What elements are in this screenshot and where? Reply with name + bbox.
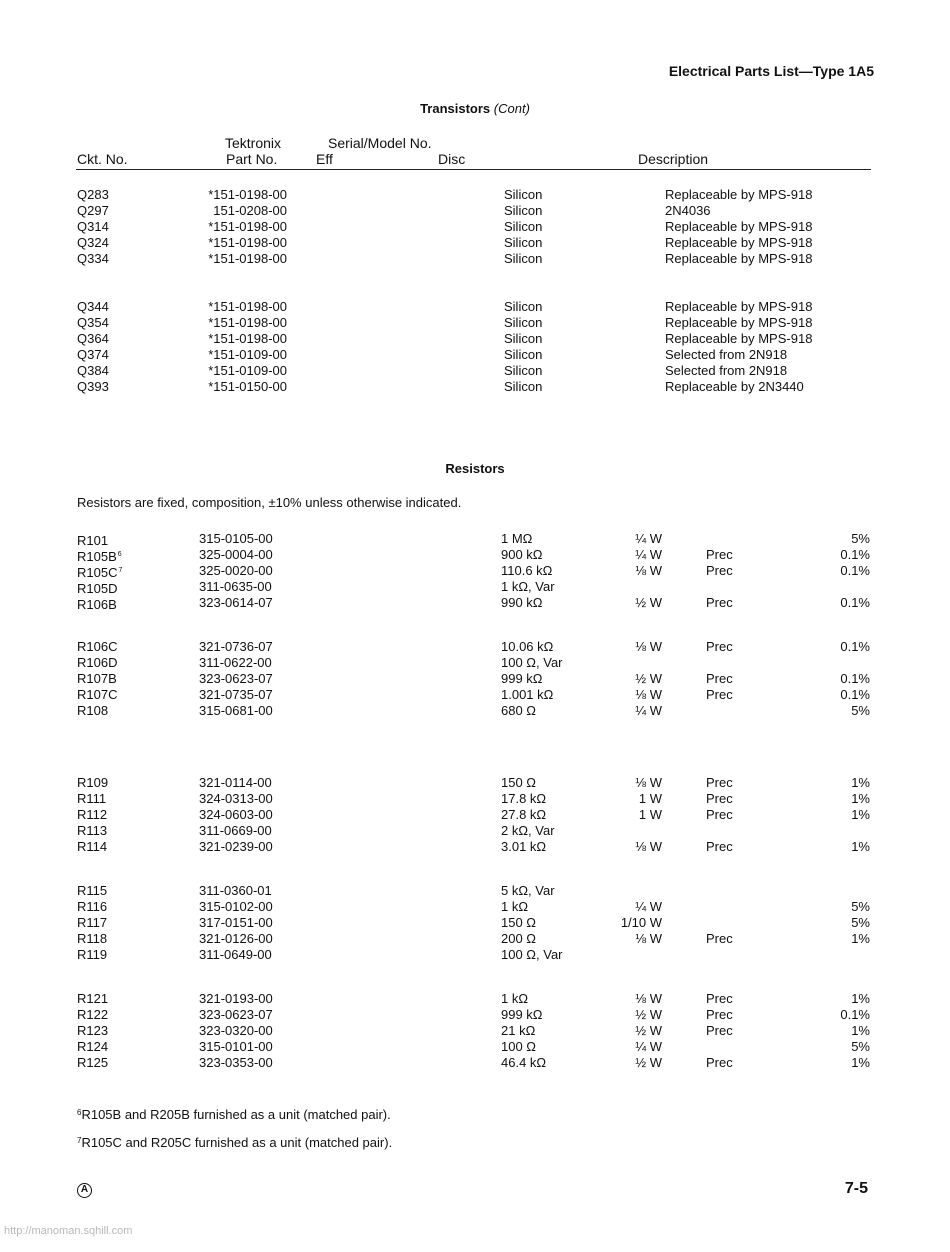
- part-no: *151-0198-00: [208, 315, 287, 330]
- part-no: 315-0105-00: [199, 531, 273, 546]
- footnote-ref: 7: [118, 567, 123, 574]
- header-rule: [76, 169, 871, 170]
- wattage: ¼ W: [635, 531, 662, 546]
- part-no: *151-0198-00: [208, 235, 287, 250]
- part-no: 321-0736-07: [199, 639, 273, 654]
- tolerance: 1%: [851, 991, 870, 1006]
- tolerance: 0.1%: [840, 687, 870, 702]
- table-row: [0, 823, 950, 839]
- transistor-group-1: [0, 187, 950, 267]
- wattage: ⅛ W: [635, 775, 662, 790]
- resistor-group-3: [0, 775, 950, 855]
- resistance-value: 10.06 kΩ: [501, 639, 554, 654]
- part-no: 311-0635-00: [199, 579, 272, 594]
- transistor-type: Silicon: [504, 363, 543, 378]
- resistance-value: 150 Ω: [501, 775, 537, 790]
- description: Replaceable by MPS-918: [665, 187, 813, 202]
- table-row: [0, 331, 950, 347]
- ckt-no: R107C: [77, 687, 118, 702]
- wattage: ¼ W: [635, 899, 662, 914]
- transistor-type: Silicon: [504, 379, 543, 394]
- table-row: [0, 363, 950, 379]
- table-row: [0, 791, 950, 807]
- ckt-no: Q297: [77, 203, 109, 218]
- ckt-no: R106C: [77, 639, 118, 654]
- ckt-no: Q283: [77, 187, 109, 202]
- wattage: ½ W: [635, 1007, 662, 1022]
- resistance-value: 1.001 kΩ: [501, 687, 554, 702]
- transistors-title-text: Transistors: [420, 101, 491, 116]
- tolerance: 0.1%: [840, 1007, 870, 1022]
- transistor-type: Silicon: [504, 315, 543, 330]
- transistors-cont-label: (Cont): [493, 101, 530, 116]
- resistance-value: 999 kΩ: [501, 671, 543, 686]
- resistance-value: 46.4 kΩ: [501, 1055, 547, 1070]
- table-row: [0, 807, 950, 823]
- tolerance: 1%: [851, 775, 870, 790]
- precision: Prec: [706, 671, 733, 686]
- ckt-no-text: R105B: [77, 549, 117, 564]
- ckt-no: Q384: [77, 363, 109, 378]
- footnote-text: R105C and R205C furnished as a unit (matched pair).: [81, 1135, 393, 1150]
- table-row: [0, 899, 950, 915]
- description: Replaceable by MPS-918: [665, 299, 813, 314]
- resistor-group-4: [0, 883, 950, 963]
- col-header-ckt: Ckt. No.: [77, 151, 128, 167]
- col-header-serial: Serial/Model No.: [328, 135, 432, 151]
- watermark-url: http://manoman.sqhill.com: [4, 1225, 133, 1237]
- table-row: [0, 563, 950, 579]
- description: Replaceable by MPS-918: [665, 219, 813, 234]
- footnote-mark: 6: [77, 1108, 82, 1117]
- description: 2N4036: [665, 203, 711, 218]
- table-row: [0, 1007, 950, 1023]
- part-no: *151-0198-00: [208, 251, 287, 266]
- part-no: 151-0208-00: [213, 203, 287, 218]
- precision: Prec: [706, 563, 733, 578]
- part-no: 315-0102-00: [199, 899, 273, 914]
- tolerance: 5%: [851, 915, 870, 930]
- resistor-group-2: [0, 639, 950, 719]
- tolerance: 1%: [851, 791, 870, 806]
- part-no: 311-0669-00: [199, 823, 272, 838]
- table-row: [0, 931, 950, 947]
- precision: Prec: [706, 595, 733, 610]
- part-no: *151-0150-00: [208, 379, 287, 394]
- ckt-no: Q344: [77, 299, 109, 314]
- ckt-no-text: R101: [77, 533, 109, 548]
- table-row: [0, 531, 950, 547]
- resistance-value: 150 Ω: [501, 915, 537, 930]
- col-header-description: Description: [638, 151, 709, 167]
- wattage: 1 W: [638, 807, 662, 822]
- resistance-value: 1 kΩ: [501, 899, 529, 914]
- ckt-no: R112: [77, 807, 108, 822]
- table-row: [0, 1039, 950, 1055]
- description: Replaceable by 2N3440: [665, 379, 804, 394]
- tolerance: 5%: [851, 899, 870, 914]
- transistor-type: Silicon: [504, 187, 543, 202]
- ckt-no: R107B: [77, 671, 117, 686]
- precision: Prec: [706, 807, 733, 822]
- wattage: ½ W: [635, 1023, 662, 1038]
- resistors-note: Resistors are fixed, composition, ±10% unless otherwise indicated.: [77, 495, 462, 510]
- resistance-value: 21 kΩ: [501, 1023, 536, 1038]
- footnote-6: [77, 1107, 391, 1122]
- table-row: [0, 1055, 950, 1071]
- precision: Prec: [706, 991, 733, 1006]
- wattage: ½ W: [635, 1055, 662, 1070]
- resistor-group-1: [0, 531, 950, 611]
- ckt-no-text: R105D: [77, 581, 118, 596]
- transistor-type: Silicon: [504, 251, 543, 266]
- tolerance: 0.1%: [840, 671, 870, 686]
- resistance-value: 680 Ω: [501, 703, 537, 718]
- wattage: ⅛ W: [635, 991, 662, 1006]
- ckt-no: R121: [77, 991, 109, 1006]
- table-row: [0, 1023, 950, 1039]
- table-row: [0, 703, 950, 719]
- description: Replaceable by MPS-918: [665, 235, 813, 250]
- part-no: 321-0735-07: [199, 687, 273, 702]
- col-header-disc: Disc: [438, 151, 466, 167]
- description: Replaceable by MPS-918: [665, 331, 813, 346]
- part-no: 324-0603-00: [199, 807, 273, 822]
- resistance-value: 999 kΩ: [501, 1007, 543, 1022]
- precision: Prec: [706, 1055, 733, 1070]
- resistance-value: 27.8 kΩ: [501, 807, 547, 822]
- part-no: 323-0623-07: [199, 671, 273, 686]
- table-row: [0, 219, 950, 235]
- tolerance: 1%: [851, 931, 870, 946]
- ckt-no: R122: [77, 1007, 109, 1022]
- ckt-no-text: R105C: [77, 565, 118, 580]
- transistor-type: Silicon: [504, 235, 543, 250]
- part-no: 323-0353-00: [199, 1055, 273, 1070]
- resistance-value: 900 kΩ: [501, 547, 543, 562]
- ckt-no: R114: [77, 839, 108, 854]
- part-no: 315-0101-00: [199, 1039, 273, 1054]
- col-header-tektronix: Tektronix: [225, 135, 282, 151]
- precision: Prec: [706, 547, 733, 562]
- transistor-type: Silicon: [504, 219, 543, 234]
- part-no: 315-0681-00: [199, 703, 273, 718]
- part-no: 311-0649-00: [199, 947, 272, 962]
- wattage: ⅛ W: [635, 563, 662, 578]
- part-no: *151-0198-00: [208, 299, 287, 314]
- ckt-no: R123: [77, 1023, 109, 1038]
- ckt-no: Q393: [77, 379, 109, 394]
- table-row: [0, 671, 950, 687]
- table-row: [0, 655, 950, 671]
- description: Selected from 2N918: [665, 347, 788, 362]
- wattage: ⅛ W: [635, 931, 662, 946]
- part-no: 323-0623-07: [199, 1007, 273, 1022]
- precision: Prec: [706, 791, 733, 806]
- ckt-no: R125: [77, 1055, 109, 1070]
- footnote-ref: 6: [117, 551, 122, 558]
- table-row: [0, 839, 950, 855]
- part-no: 325-0020-00: [199, 563, 273, 578]
- part-no: 325-0004-00: [199, 547, 273, 562]
- precision: Prec: [706, 839, 733, 854]
- part-no: 321-0126-00: [199, 931, 273, 946]
- wattage: 1 W: [638, 791, 662, 806]
- wattage: ¼ W: [635, 1039, 662, 1054]
- transistor-group-2: [0, 299, 950, 395]
- col-header-eff: Eff: [316, 151, 333, 167]
- resistance-value: 1 MΩ: [501, 531, 533, 546]
- part-no: 323-0320-00: [199, 1023, 273, 1038]
- precision: Prec: [706, 687, 733, 702]
- tolerance: 1%: [851, 839, 870, 854]
- table-row: [0, 579, 950, 595]
- table-row: [0, 547, 950, 563]
- resistance-value: 3.01 kΩ: [501, 839, 547, 854]
- ckt-no: [77, 595, 118, 613]
- part-no: *151-0109-00: [208, 347, 287, 362]
- precision: Prec: [706, 1007, 733, 1022]
- table-row: [0, 883, 950, 899]
- resistance-value: 5 kΩ, Var: [501, 883, 555, 898]
- transistor-type: Silicon: [504, 331, 543, 346]
- table-row: [0, 687, 950, 703]
- ckt-no: R113: [77, 823, 108, 838]
- ckt-no: R115: [77, 883, 108, 898]
- part-no: 321-0193-00: [199, 991, 273, 1006]
- precision: Prec: [706, 775, 733, 790]
- resistance-value: 110.6 kΩ: [501, 563, 553, 578]
- part-no: *151-0198-00: [208, 187, 287, 202]
- table-row: [0, 947, 950, 963]
- wattage: ⅛ W: [635, 639, 662, 654]
- footnote-7: [77, 1135, 392, 1150]
- tektronix-logo-icon: A: [77, 1183, 92, 1198]
- transistor-type: Silicon: [504, 299, 543, 314]
- tolerance: 1%: [851, 1055, 870, 1070]
- resistance-value: 2 kΩ, Var: [501, 823, 555, 838]
- wattage: ½ W: [635, 595, 662, 610]
- part-no: 323-0614-07: [199, 595, 273, 610]
- col-header-part-no: Part No.: [226, 151, 278, 167]
- resistance-value: 200 Ω: [501, 931, 537, 946]
- description: Replaceable by MPS-918: [665, 251, 813, 266]
- ckt-no: R106D: [77, 655, 118, 670]
- part-no: 321-0114-00: [199, 775, 272, 790]
- table-row: [0, 347, 950, 363]
- part-no: *151-0198-00: [208, 331, 287, 346]
- transistor-type: Silicon: [504, 203, 543, 218]
- tolerance: 5%: [851, 703, 870, 718]
- wattage: ⅛ W: [635, 687, 662, 702]
- footnote-text: R105B and R205B furnished as a unit (matched pair).: [81, 1107, 391, 1122]
- table-row: [0, 379, 950, 395]
- resistance-value: 1 kΩ, Var: [501, 579, 555, 594]
- precision: Prec: [706, 639, 733, 654]
- table-row: [0, 203, 950, 219]
- ckt-no: R119: [77, 947, 108, 962]
- description: Replaceable by MPS-918: [665, 315, 813, 330]
- ckt-no: R116: [77, 899, 108, 914]
- table-row: [0, 639, 950, 655]
- part-no: 311-0360-01: [199, 883, 272, 898]
- table-row: [0, 315, 950, 331]
- table-row: [0, 251, 950, 267]
- tolerance: 0.1%: [840, 595, 870, 610]
- resistance-value: 100 Ω, Var: [501, 655, 563, 670]
- tolerance: 5%: [851, 531, 870, 546]
- ckt-no: R118: [77, 931, 108, 946]
- ckt-no: R111: [77, 791, 107, 806]
- table-row: [0, 915, 950, 931]
- part-no: 324-0313-00: [199, 791, 273, 806]
- tolerance: 5%: [851, 1039, 870, 1054]
- table-row: [0, 235, 950, 251]
- footnote-mark: 7: [77, 1136, 82, 1145]
- precision: Prec: [706, 931, 733, 946]
- wattage: ⅛ W: [635, 839, 662, 854]
- resistance-value: 100 Ω: [501, 1039, 537, 1054]
- description: Selected from 2N918: [665, 363, 788, 378]
- page-header: Electrical Parts List—Type 1A5: [668, 63, 874, 79]
- precision: Prec: [706, 1023, 733, 1038]
- resistance-value: 1 kΩ: [501, 991, 529, 1006]
- table-row: [0, 595, 950, 611]
- tolerance: 0.1%: [840, 639, 870, 654]
- table-row: [0, 187, 950, 203]
- table-row: [0, 991, 950, 1007]
- ckt-no: Q314: [77, 219, 109, 234]
- ckt-no: Q354: [77, 315, 109, 330]
- ckt-no: Q334: [77, 251, 109, 266]
- tolerance: 0.1%: [840, 563, 870, 578]
- ckt-no: R124: [77, 1039, 109, 1054]
- ckt-no: Q374: [77, 347, 109, 362]
- table-row: [0, 775, 950, 791]
- tolerance: 1%: [851, 1023, 870, 1038]
- ckt-no: Q364: [77, 331, 109, 346]
- ckt-no-text: R106B: [77, 597, 117, 612]
- ckt-no: R108: [77, 703, 109, 718]
- resistance-value: 990 kΩ: [501, 595, 543, 610]
- wattage: ¼ W: [635, 703, 662, 718]
- resistor-group-5: [0, 991, 950, 1071]
- part-no: 317-0151-00: [199, 915, 273, 930]
- transistors-title: [0, 101, 950, 116]
- ckt-no: Q324: [77, 235, 109, 250]
- ckt-no: R109: [77, 775, 109, 790]
- part-no: 311-0622-00: [199, 655, 272, 670]
- resistance-value: 17.8 kΩ: [501, 791, 547, 806]
- resistors-title: Resistors: [445, 461, 505, 476]
- ckt-no: R117: [77, 915, 108, 930]
- part-no: *151-0198-00: [208, 219, 287, 234]
- page-number: 7-5: [844, 1180, 868, 1197]
- part-no: 321-0239-00: [199, 839, 273, 854]
- tolerance: 1%: [851, 807, 870, 822]
- tolerance: 0.1%: [840, 547, 870, 562]
- transistor-type: Silicon: [504, 347, 543, 362]
- wattage: ¼ W: [635, 547, 662, 562]
- part-no: *151-0109-00: [208, 363, 287, 378]
- table-row: [0, 299, 950, 315]
- wattage: 1/10 W: [620, 915, 662, 930]
- wattage: ½ W: [635, 671, 662, 686]
- resistance-value: 100 Ω, Var: [501, 947, 563, 962]
